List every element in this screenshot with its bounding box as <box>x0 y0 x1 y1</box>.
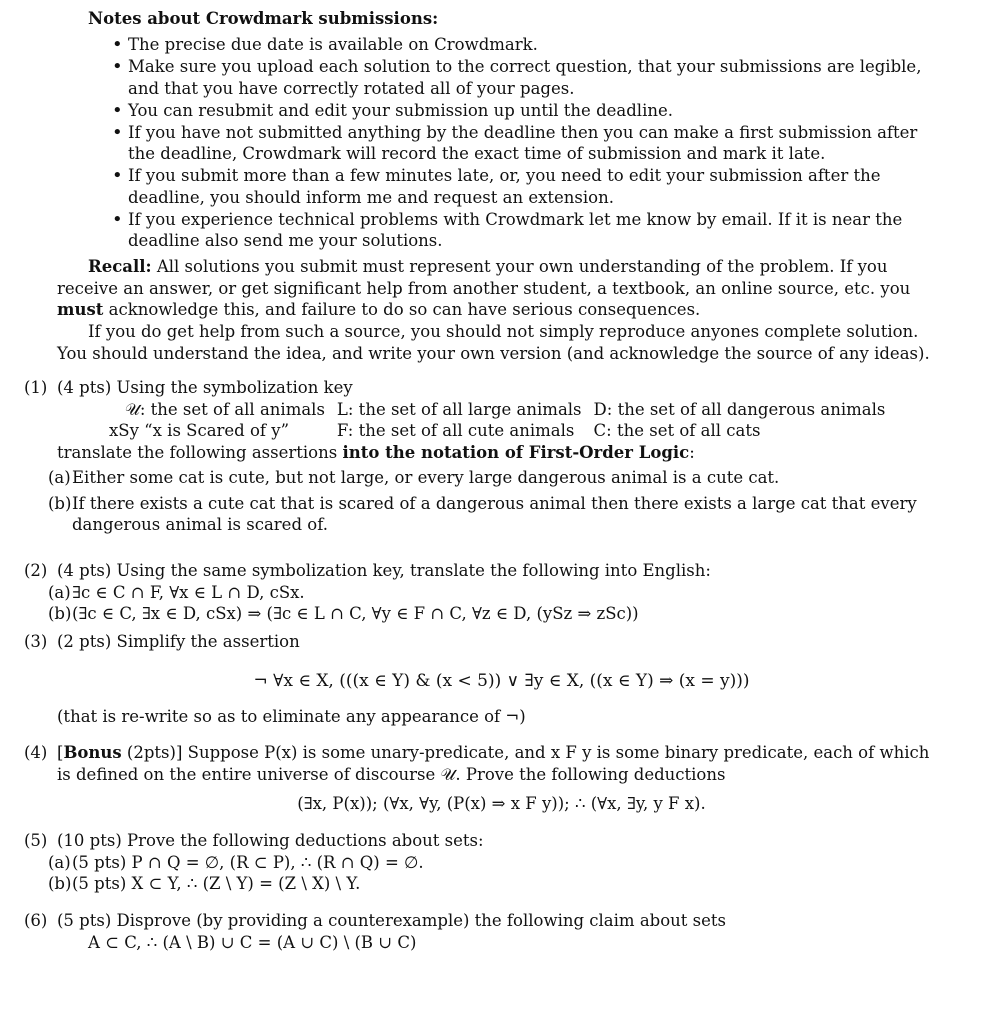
question-number: (2) <box>24 561 48 580</box>
question-body: Suppose P(x) is some unary-predicate, and x F y is some binary predicate, each of which is defined on the entire universe of discourse 𝒰. Prove the following deductions <box>57 743 930 784</box>
subquestion-label: (b) <box>48 604 72 623</box>
note-item: • The precise due date is available on Crowdmark. <box>112 34 946 56</box>
recall-paragraph <box>57 256 945 321</box>
subquestion-formula: ∃c ∈ C ∩ F, ∀x ∈ L ∩ D, cSx. <box>72 582 305 602</box>
translate-colon: : <box>689 442 695 462</box>
help-paragraph: If you do get help from such a source, you should not simply reproduce anyones complete solution. You should understand the idea, and write your own version (and acknowledge the source of any ideas). <box>57 322 930 363</box>
question-intro: (2 pts) Simplify the assertion <box>57 632 300 651</box>
subquestion-1b <box>48 493 946 536</box>
question-number: (5) <box>24 831 48 850</box>
subquestion-label: (b) <box>48 493 72 513</box>
subquestion-label: (a) <box>48 468 71 487</box>
question-number: (6) <box>24 911 48 930</box>
question-intro: (10 pts) Prove the following deductions about sets: <box>57 831 484 850</box>
bonus-bracket: [ <box>57 743 64 762</box>
assertion-formula: ¬ ∀x ∈ X, (((x ∈ Y) & (x < 5)) ∨ ∃y ∈ X, ((x ∈ Y) ⇒ (x = y))) <box>253 670 750 691</box>
note-item: • You can resubmit and edit your submission up until the deadline. <box>112 100 946 122</box>
question-intro: (4 pts) Using the same symbolization key, translate the following into English: <box>57 561 711 580</box>
note-item: • Make sure you upload each solution to the correct question, that your submissions are legible, and that you have correctly rotated all of your pages. <box>112 56 946 99</box>
question-intro: (5 pts) Disprove (by providing a counterexample) the following claim about sets <box>57 911 726 930</box>
key-row <box>109 399 897 421</box>
key-entry: D: the set of all dangerous animals <box>593 399 886 419</box>
question-5 <box>24 830 946 895</box>
question-number: (3) <box>24 632 48 651</box>
subquestion-label: (b) <box>48 874 72 893</box>
translate-text: translate the following assertions <box>57 442 343 462</box>
key-entry: L: the set of all large animals <box>336 399 582 419</box>
subquestion-text: If there exists a cute cat that is scared of a dangerous animal then there exists a large cat that every dangerous animal is scared of. <box>72 493 917 534</box>
subquestion-formula: (5 pts) P ∩ Q = ∅, (R ⊂ P), ∴ (R ∩ Q) = ∅. <box>72 852 424 872</box>
subquestion-label: (a) <box>48 852 71 872</box>
deduction-formula: (∃x, P(x)); (∀x, ∀y, (P(x) ⇒ x F y)); ∴ (∀x, ∃y, y F x). <box>297 794 706 813</box>
note-item: • If you have not submitted anything by the deadline then you can make a first submission after the deadline, Crowdmark will record the exact time of submission and mark it late. <box>112 122 946 165</box>
question-2 <box>24 560 946 625</box>
question-3 <box>24 631 946 728</box>
question-4 <box>24 742 946 815</box>
bonus-points: (2pts)] <box>121 743 183 762</box>
key-entry: xSy “x is Scared of y” <box>109 421 290 440</box>
question-number: (1) <box>24 378 48 397</box>
key-entry: C: the set of all cats <box>593 421 761 440</box>
question-6 <box>24 910 946 953</box>
translate-bold: into the notation of First-Order Logic <box>342 442 690 462</box>
question-note: (that is re-write so as to eliminate any appearance of ¬) <box>57 707 526 726</box>
translate-instruction <box>57 442 946 464</box>
subquestion-2a <box>48 582 946 604</box>
question-1 <box>24 377 946 536</box>
notes-list <box>112 34 946 252</box>
question-text <box>57 742 946 785</box>
recall-text-2: acknowledge this, and failure to do so can have serious consequences. <box>103 300 701 319</box>
claim-formula: A ⊂ C, ∴ (A \ B) ∪ C = (A ∪ C) \ (B ∪ C) <box>88 932 417 952</box>
note-item: • If you experience technical problems with Crowdmark let me know by email. If it is near the deadline also send me your solutions. <box>112 209 946 252</box>
symbolization-key <box>109 399 897 442</box>
question-intro: (4 pts) Using the symbolization key <box>57 378 353 397</box>
subquestion-1a <box>48 467 946 489</box>
subquestion-formula: (∃c ∈ C, ∃x ∈ D, cSx) ⇒ (∃c ∈ L ∩ C, ∀y ∈ F ∩ C, ∀z ∈ D, (ySz ⇒ zSc)) <box>72 604 639 623</box>
key-entry: F: the set of all cute animals <box>336 421 575 440</box>
subquestion-5b <box>48 873 946 895</box>
note-item: • If you submit more than a few minutes late, or, you need to edit your submission after the deadline, you should inform me and request an extension. <box>112 165 946 208</box>
recall-label: Recall: <box>88 257 152 276</box>
notes-heading: Notes about Crowdmark submissions: <box>88 9 439 28</box>
subquestion-text: Either some cat is cute, but not large, or every large dangerous animal is a cute cat. <box>72 468 780 487</box>
bonus-label: Bonus <box>63 743 122 762</box>
subquestion-5a <box>48 852 946 874</box>
question-number: (4) <box>24 743 48 762</box>
key-row <box>109 420 897 442</box>
recall-must: must <box>57 300 104 319</box>
subquestion-formula: (5 pts) X ⊂ Y, ∴ (Z \ Y) = (Z \ X) \ Y. <box>72 874 361 893</box>
recall-text-1: All solutions you submit must represent your own understanding of the problem. If you receive an answer, or get significant help from another student, a textbook, an online source, etc. you <box>57 257 911 298</box>
key-entry: 𝒰: the set of all animals <box>125 399 325 419</box>
subquestion-2b <box>48 603 946 625</box>
subquestion-label: (a) <box>48 582 71 602</box>
